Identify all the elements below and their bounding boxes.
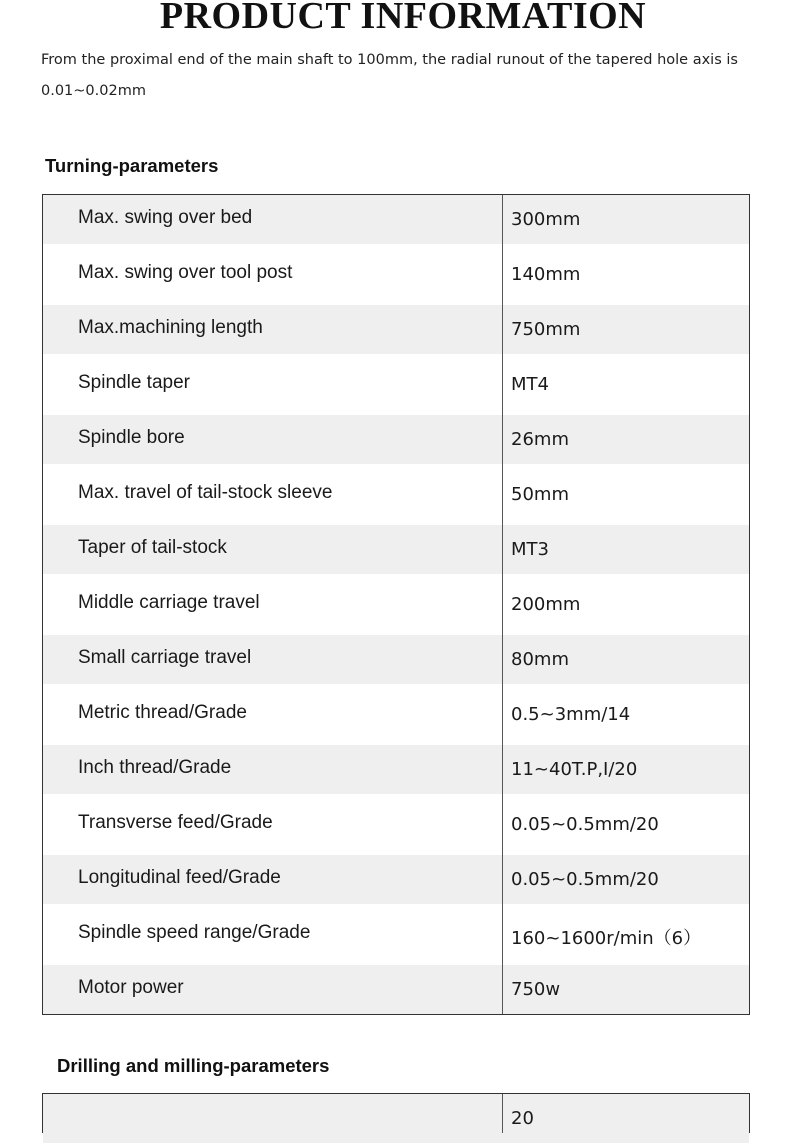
- parameter-label: Metric thread/Grade: [78, 702, 247, 723]
- parameter-value: 0.05~0.5mm/20: [511, 814, 659, 835]
- drilling-milling-parameters-heading: Drilling and milling-parameters: [57, 1055, 330, 1076]
- parameter-value: 26mm: [511, 429, 569, 450]
- parameter-value: 50mm: [511, 484, 569, 505]
- parameter-label: Transverse feed/Grade: [78, 812, 273, 833]
- parameter-value: MT4: [511, 374, 549, 395]
- parameter-label: Longitudinal feed/Grade: [78, 867, 281, 888]
- turning-parameters-table: [42, 194, 750, 1015]
- parameter-value: 20: [511, 1108, 534, 1129]
- parameter-value: 300mm: [511, 209, 581, 230]
- intro-text: From the proximal end of the main shaft to 100mm, the radial runout of the tapered hole axis is 0.01~0.02mm: [41, 52, 738, 99]
- parameter-label: Motor power: [78, 977, 184, 998]
- parameter-value: 0.5~3mm/14: [511, 704, 631, 725]
- parameter-value: 140mm: [511, 264, 581, 285]
- drilling-milling-parameters-table: [42, 1093, 750, 1133]
- parameter-label: Max. swing over tool post: [78, 262, 293, 283]
- parameter-value: 80mm: [511, 649, 569, 670]
- turning-parameters-heading: Turning-parameters: [45, 155, 219, 176]
- parameter-label: Spindle taper: [78, 372, 190, 393]
- parameter-value: 200mm: [511, 594, 581, 615]
- parameter-value: MT3: [511, 539, 549, 560]
- parameter-label: Max.machining length: [78, 317, 263, 338]
- parameter-value: 750w: [511, 979, 561, 1000]
- column-divider: [502, 1094, 503, 1133]
- parameter-value: 750mm: [511, 319, 581, 340]
- parameter-label: Max. swing over bed: [78, 207, 253, 228]
- parameter-label: Max. travel of tail-stock sleeve: [78, 482, 333, 503]
- parameter-label: Spindle bore: [78, 427, 185, 448]
- parameter-label: Taper of tail-stock: [78, 537, 227, 558]
- column-divider: [502, 195, 503, 1014]
- parameter-value: 0.05~0.5mm/20: [511, 869, 659, 890]
- parameter-value: 160~1600r/min（6）: [511, 928, 702, 949]
- parameter-label: Small carriage travel: [78, 647, 252, 668]
- parameter-label: Spindle speed range/Grade: [78, 922, 311, 943]
- parameter-label: Inch thread/Grade: [78, 757, 232, 778]
- parameter-value: 11~40T.P,I/20: [511, 759, 638, 780]
- parameter-label: Middle carriage travel: [78, 592, 260, 613]
- page-title: PRODUCT INFORMATION: [159, 0, 647, 37]
